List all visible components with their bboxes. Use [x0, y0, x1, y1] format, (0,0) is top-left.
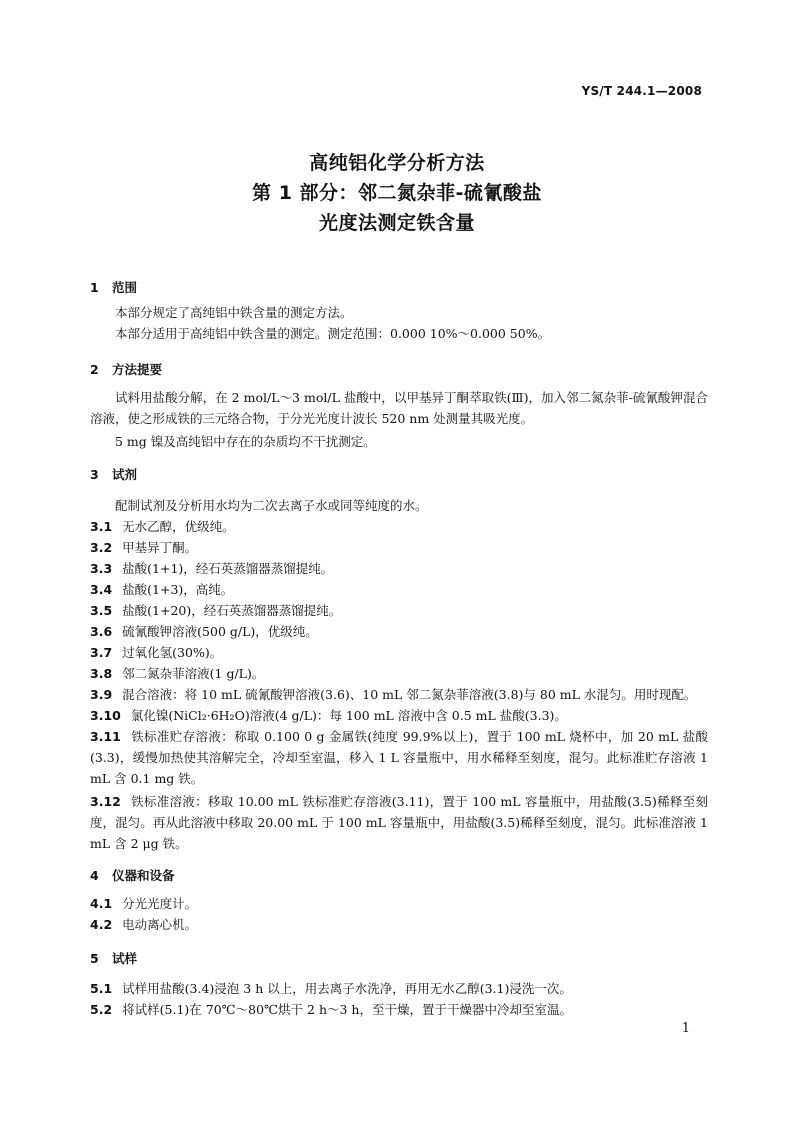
item-text: 铁标准贮存溶液：称取 0.100 0 g 金属铁(纯度 99.9%以上)，置于 100 mL 烧杯中，加 20 mL 盐酸(3.3)，缓慢加热使其溶解完全，冷却至室温，移入 1 L 容量瓶中，用水稀释至刻度，混匀。此标准贮存溶液 1 mL 含 0.1 mg 铁。: [90, 729, 708, 786]
item-number: 5.2: [90, 1002, 113, 1017]
list-item: [90, 600, 708, 621]
section-heading-1: [90, 278, 137, 296]
item-number: 3.12: [90, 794, 121, 809]
paragraph: 配制试剂及分析用水均为二次去离子水或同等纯度的水。: [115, 498, 428, 513]
item-number: 3.8: [90, 666, 113, 681]
list-item: [90, 579, 708, 600]
item-text: 电动离心机。: [122, 917, 198, 932]
item-text: 邻二氮杂菲溶液(1 g/L)。: [122, 666, 265, 681]
item-text: 盐酸(1+3)，高纯。: [122, 582, 234, 597]
standard-code: YS/T 244.1—2008: [581, 84, 702, 98]
section-number: 5: [90, 951, 99, 966]
item-text: 无水乙醇，优级纯。: [122, 519, 235, 534]
item-text: 盐酸(1+1)，经石英蒸馏器蒸馏提纯。: [122, 561, 334, 576]
item-number: 3.5: [90, 603, 113, 618]
list-item: [90, 516, 708, 537]
paragraph: 本部分适用于高纯铝中铁含量的测定。测定范围：0.000 10%～0.000 50%。: [115, 326, 551, 341]
item-number: 3.1: [90, 519, 113, 534]
title-line-1: 高纯铝化学分析方法: [309, 152, 485, 174]
section-title: 试剂: [112, 467, 138, 482]
list-item: [90, 621, 708, 642]
item-number: 3.7: [90, 645, 113, 660]
item-number: 4.2: [90, 917, 113, 932]
list-item: [90, 663, 708, 684]
item-text: 盐酸(1+20)，经石英蒸馏器蒸馏提纯。: [122, 603, 342, 618]
list-item: [90, 684, 708, 705]
paragraph: 5 mg 镍及高纯铝中存在的杂质均不干扰测定。: [115, 434, 376, 449]
item-number: 3.3: [90, 561, 113, 576]
item-text: 氯化镍(NiCl₂·6H₂O)溶液(4 g/L)：每 100 mL 溶液中含 0.5 mL 盐酸(3.3)。: [130, 708, 567, 723]
list-item: [90, 978, 708, 999]
list-item: [90, 642, 708, 663]
list-item: [90, 705, 708, 726]
page-number: 1: [681, 1021, 690, 1036]
section-heading-5: [90, 949, 137, 967]
item-text: 硫氰酸钾溶液(500 g/L)，优级纯。: [122, 624, 318, 639]
item-text: 混合溶液：将 10 mL 硫氰酸钾溶液(3.6)、10 mL 邻二氮杂菲溶液(3.8)与 80 mL 水混匀。用时现配。: [122, 687, 697, 702]
paragraph: 试料用盐酸分解，在 2 mol/L～3 mol/L 盐酸中，以甲基异丁酮萃取铁(Ⅲ)，加入邻二氮杂菲-硫氰酸钾混合溶液，使之形成铁的三元络合物，于分光光度计波长 520 nm 处测量其吸光度。: [90, 390, 708, 426]
item-text: 分光光度计。: [122, 896, 198, 911]
item-text: 将试样(5.1)在 70℃～80℃烘干 2 h～3 h，至干燥，置于干燥器中冷却至室温。: [122, 1002, 572, 1017]
section-title: 试样: [112, 951, 138, 966]
item-text: 甲基异丁酮。: [122, 540, 198, 555]
title-line-3: 光度法测定铁含量: [318, 212, 475, 234]
item-text: 铁标准溶液：移取 10.00 mL 铁标准贮存溶液(3.11)，置于 100 mL 容量瓶中，用盐酸(3.5)稀释至刻度，混匀。再从此溶液中移取 20.00 mL 于 100 mL 容量瓶中，用盐酸(3.5)稀释至刻度，混匀。此标准溶液 1 mL 含 2 μg 铁。: [90, 794, 708, 851]
section-title: 方法提要: [112, 362, 163, 377]
paragraph: 本部分规定了高纯铝中铁含量的测定方法。: [115, 305, 353, 320]
document-title: [0, 148, 794, 238]
list-item: [90, 999, 708, 1020]
item-text: 试样用盐酸(3.4)浸泡 3 h 以上，用去离子水洗净，再用无水乙醇(3.1)浸洗一次。: [122, 981, 572, 996]
item-number: 3.4: [90, 582, 113, 597]
list-item: [90, 558, 708, 579]
list-item: [90, 791, 708, 854]
list-item: [90, 726, 708, 789]
section-number: 2: [90, 362, 99, 377]
section-number: 4: [90, 868, 99, 883]
item-number: 3.6: [90, 624, 113, 639]
section-heading-3: [90, 465, 137, 483]
item-number: 3.2: [90, 540, 113, 555]
section-heading-2: [90, 360, 162, 378]
item-number: 3.9: [90, 687, 113, 702]
item-number: 5.1: [90, 981, 113, 996]
section-number: 1: [90, 280, 99, 295]
title-line-2: 第 1 部分：邻二氮杂菲-硫氰酸盐: [252, 182, 542, 204]
list-item: [90, 914, 708, 935]
section-number: 3: [90, 467, 99, 482]
list-item: [90, 537, 708, 558]
section-heading-4: [90, 866, 175, 884]
item-number: 3.10: [90, 708, 121, 723]
list-item: [90, 893, 708, 914]
item-number: 3.11: [90, 729, 121, 744]
item-text: 过氧化氢(30%)。: [122, 645, 223, 660]
section-title: 仪器和设备: [112, 868, 175, 883]
item-number: 4.1: [90, 896, 113, 911]
section-title: 范围: [112, 280, 138, 295]
